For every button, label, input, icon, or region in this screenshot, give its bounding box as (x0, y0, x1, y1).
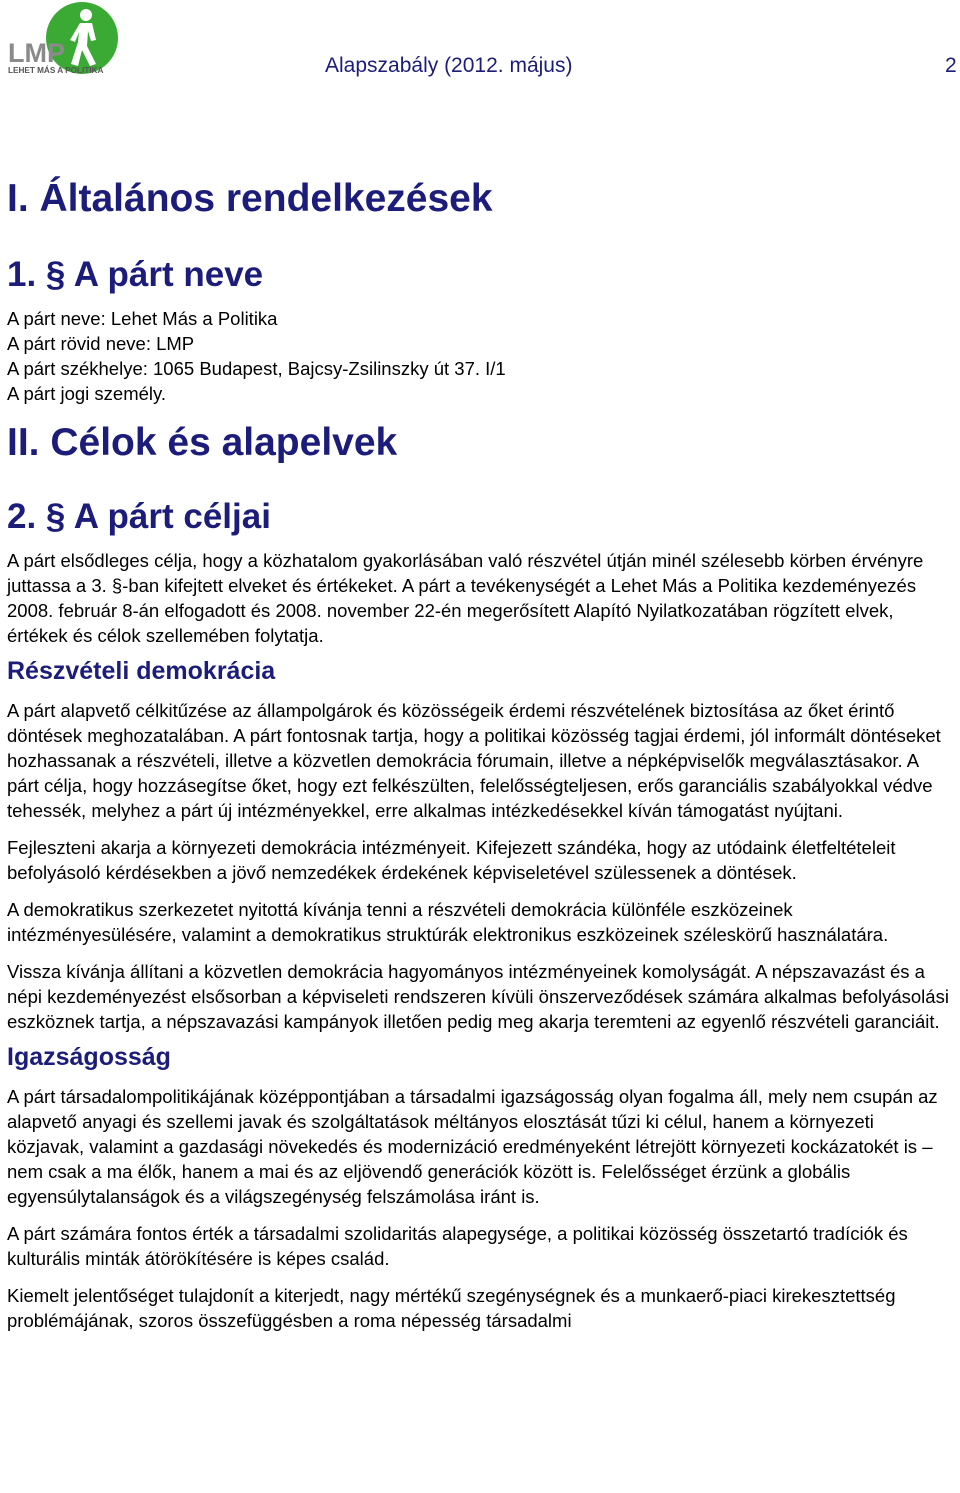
logo-subtext: LEHET MÁS A POLITIKA (8, 66, 104, 75)
section-2-paragraph: A párt elsődleges célja, hogy a közhatalom gyakorlásában való részvétel útján minél szélesebb körben érvényre juttassa a 3. §-ban kifejtett elveket és értékeket. A párt a tevékenységét a Lehet Más a Politika kezdeményezés 2008. február 8-án elfogadott és 2008. november 22-én megerősített Alapító Nyilatkozatában rögzített elvek, értékek és célok szellemében folytatja. (7, 550, 924, 646)
lmp-logo (6, 2, 120, 76)
justice-paragraph-1: A párt társadalompolitikájának középpontjában a társadalmi igazságosság olyan fogalma áll, mely nem csupán az alapvető anyagi és szellemi javak és szolgáltatások méltányos elosztását tűzi ki célul, hanem a környezeti közjavak, valamint a gazdasági növekedés és modernizáció eredményeként létrejött környezeti kockázatokét is – nem csak a ma élők, hanem a mai és az eljövendő generációk között is. Felelősséget érzünk a globális egyensúlytalanságok és a világszegénység felszámolása iránt is. (7, 1086, 938, 1207)
democracy-paragraph-1: A párt alapvető célkitűzése az állampolgárok és közösségeik érdemi részvételének biztosítása az őket érintő döntések meghozatalában. A párt fontosnak tartja, hogy a politikai közösség tagjai érdemi, jól informált döntéseket hozhassanak a részvételi, illetve a közvetlen demokrácia fórumain, illetve a népképviselők megválasztásakor. A párt célja, hogy hozzásegítse őket, hogy ezt felkészülten, felelősségteljesen, erős garanciális szabályokkal védve tehessék, melyhez a párt új intézményekkel, erre alkalmas intézkedésekkel kíván támogatást nyújtani. (7, 700, 941, 821)
party-legal-line: A párt jogi személy. (7, 383, 167, 404)
chapter-2-heading: II. Célok és alapelvek (7, 421, 398, 464)
party-short-name-line: A párt rövid neve: LMP (7, 333, 195, 354)
democracy-paragraph-3: A demokratikus szerkezetet nyitottá kívánja tenni a részvételi demokrácia különféle eszközeinek intézményesülésére, valamint a demokratikus struktúrák elektronikus eszközeinek széleskörű használatára. (7, 899, 889, 945)
democracy-paragraph-2: Fejleszteni akarja a környezeti demokrácia intézményeit. Kifejezett szándéka, hogy az utódaink életfeltételeit befolyásoló kérdésekben a jövő nemzedékek érdekének képviseletével szülessenek a döntések. (7, 837, 896, 883)
justice-heading: Igazságosság (7, 1043, 171, 1071)
header-title: Alapszabály (2012. május) (325, 54, 573, 77)
logo-text: LMP (8, 38, 65, 68)
chapter-1-heading: I. Általános rendelkezések (7, 177, 493, 220)
democracy-heading: Részvételi demokrácia (7, 657, 276, 685)
section-1-lines (7, 306, 952, 406)
party-name-line: A párt neve: Lehet Más a Politika (7, 308, 278, 329)
section-2-heading: 2. § A párt céljai (7, 497, 271, 536)
justice-paragraph-3: Kiemelt jelentőséget tulajdonít a kiterjedt, nagy mértékű szegénységnek és a munkaerő-piaci kirekesztettség problémájának, szoros összefüggésben a roma népesség társadalmi (7, 1285, 896, 1331)
page-number: 2 (945, 54, 957, 77)
section-1-heading: 1. § A párt neve (7, 255, 264, 294)
justice-paragraph-2: A párt számára fontos érték a társadalmi szolidaritás alapegysége, a politikai közösség összetartó tradíciók és kulturális minták átörökítésére is képes család. (7, 1223, 908, 1269)
party-seat-line: A párt székhelye: 1065 Budapest, Bajcsy-Zsilinszky út 37. I/1 (7, 358, 506, 379)
democracy-paragraph-4: Vissza kívánja állítani a közvetlen demokrácia hagyományos intézményeinek komolyságát. A népszavazást és a népi kezdeményezést elsősorban a képviseleti rendszeren kívüli önszerveződések számára alkalmas befolyásolási eszköznek tartja, a népszavazási kampányok illetően pedig meg akarja teremteni az egyenlő részvételi garanciáit. (7, 961, 949, 1032)
document-body (7, 174, 952, 1333)
